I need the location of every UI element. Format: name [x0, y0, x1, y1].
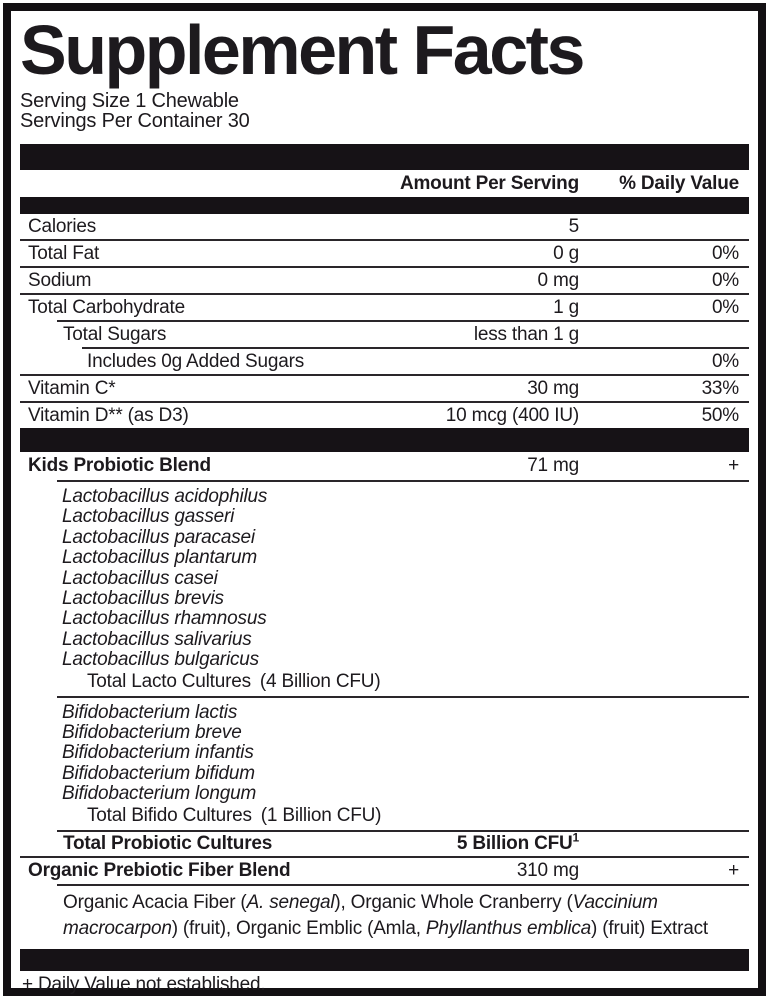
- species-item: Lactobacillus rhamnosus: [62, 608, 267, 630]
- nutrient-amount: 10 mcg (400 IU): [445, 404, 579, 426]
- divider-bar-top: [20, 144, 749, 170]
- fiber-blend-amount: 310 mg: [516, 859, 579, 881]
- nutrient-amount: 1 g: [553, 296, 579, 318]
- nutrient-daily-value: 0%: [711, 242, 739, 264]
- nutrient-amount: 0 g: [553, 242, 579, 264]
- description-text: ), Organic Whole Cranberry (: [334, 891, 573, 913]
- description-text: ) (fruit) Extract: [591, 917, 708, 939]
- nutrient-daily-value: 0%: [711, 269, 739, 291]
- nutrient-name: Total Sugars: [63, 323, 167, 345]
- nutrient-daily-value: 0%: [711, 350, 739, 372]
- species-item: Bifidobacterium breve: [62, 722, 242, 744]
- nutrient-amount: 5: [568, 215, 579, 237]
- supplement-facts-panel: [3, 3, 766, 996]
- servings-per-container: Servings Per Container 30: [20, 110, 250, 132]
- nutrient-row: [20, 403, 749, 428]
- bifido-cultures-total: Total Bifido Cultures (1 Billion CFU): [87, 804, 382, 826]
- nutrient-amount: less than 1 g: [473, 323, 579, 345]
- nutrient-name: Calories: [28, 215, 97, 237]
- species-name-inline: macrocarpon: [63, 917, 172, 939]
- nutrient-row: [20, 241, 749, 266]
- nutrient-daily-value: 0%: [711, 296, 739, 318]
- daily-value-footnote: + Daily Value not established.: [22, 973, 266, 995]
- nutrient-row: [20, 376, 749, 401]
- species-name-inline: A. senegal: [246, 891, 335, 913]
- panel-title: Supplement Facts: [20, 11, 583, 89]
- column-header-row: [20, 170, 749, 197]
- lacto-species-list: [20, 482, 749, 696]
- serving-size: Serving Size 1 Chewable: [20, 90, 239, 112]
- species-item: Bifidobacterium bifidum: [62, 762, 255, 784]
- fiber-blend-description: [20, 886, 749, 945]
- probiotic-blend-dv: +: [728, 455, 739, 476]
- species-item: Lactobacillus casei: [62, 567, 218, 589]
- nutrient-name: Total Carbohydrate: [28, 296, 185, 318]
- nutrient-amount: 0 mg: [537, 269, 579, 291]
- bifido-species-list: [20, 698, 749, 830]
- nutrient-row: [20, 268, 749, 293]
- nutrient-name: Vitamin C*: [28, 377, 116, 399]
- species-item: Bifidobacterium infantis: [62, 742, 254, 764]
- description-text: Organic Acacia Fiber (: [63, 891, 247, 913]
- divider-bar-header: [20, 197, 749, 214]
- species-item: Lactobacillus gasseri: [62, 506, 235, 528]
- total-probiotic-row: [20, 832, 749, 856]
- species-item: Bifidobacterium longum: [62, 783, 257, 805]
- divider-bar-blend: [20, 428, 749, 452]
- nutrient-daily-value: 50%: [701, 404, 739, 426]
- description-line: [63, 890, 709, 916]
- nutrient-amount: 30 mg: [527, 377, 579, 399]
- species-item: Lactobacillus acidophilus: [62, 486, 268, 507]
- probiotic-blend-row: [20, 452, 749, 480]
- species-item: Bifidobacterium lactis: [62, 701, 238, 723]
- species-item: Lactobacillus plantarum: [62, 547, 258, 569]
- probiotic-blend-name: Kids Probiotic Blend: [28, 455, 211, 476]
- probiotic-blend-amount: 71 mg: [527, 455, 579, 476]
- divider-bar-bottom: [20, 949, 749, 971]
- description-text: ) (fruit), Organic Emblic (Amla,: [171, 917, 426, 939]
- species-item: Lactobacillus brevis: [62, 588, 224, 610]
- species-item: Lactobacillus paracasei: [62, 526, 255, 548]
- species-name-inline: Phyllanthus emblica: [425, 917, 592, 939]
- nutrient-row: [20, 322, 749, 347]
- description-line: [63, 916, 709, 942]
- nutrient-daily-value: 33%: [701, 377, 739, 399]
- lacto-cultures-total: Total Lacto Cultures (4 Billion CFU): [87, 670, 381, 692]
- nutrient-row: [20, 295, 749, 320]
- nutrient-name: Vitamin D** (as D3): [28, 404, 189, 426]
- fiber-blend-name: Organic Prebiotic Fiber Blend: [28, 859, 291, 881]
- nutrient-name: Total Fat: [28, 242, 100, 264]
- nutrient-name: Sodium: [28, 269, 92, 291]
- fiber-blend-row: [20, 858, 749, 884]
- nutrient-name: Includes 0g Added Sugars: [87, 350, 305, 372]
- species-item: Lactobacillus salivarius: [62, 628, 252, 650]
- fiber-blend-dv: +: [728, 859, 739, 881]
- column-header-amount: Amount Per Serving: [399, 172, 579, 194]
- total-probiotic-amount: 5 Billion CFU$^1$: [456, 830, 579, 854]
- species-name-inline: Vaccinium: [572, 891, 658, 913]
- column-header-daily-value: % Daily Value: [619, 172, 739, 194]
- nutrient-row: [20, 214, 749, 239]
- species-item: Lactobacillus bulgaricus: [62, 649, 259, 671]
- nutrient-row: [20, 349, 749, 374]
- total-probiotic-name: Total Probiotic Cultures: [63, 832, 273, 854]
- nutrient-table: [20, 214, 749, 428]
